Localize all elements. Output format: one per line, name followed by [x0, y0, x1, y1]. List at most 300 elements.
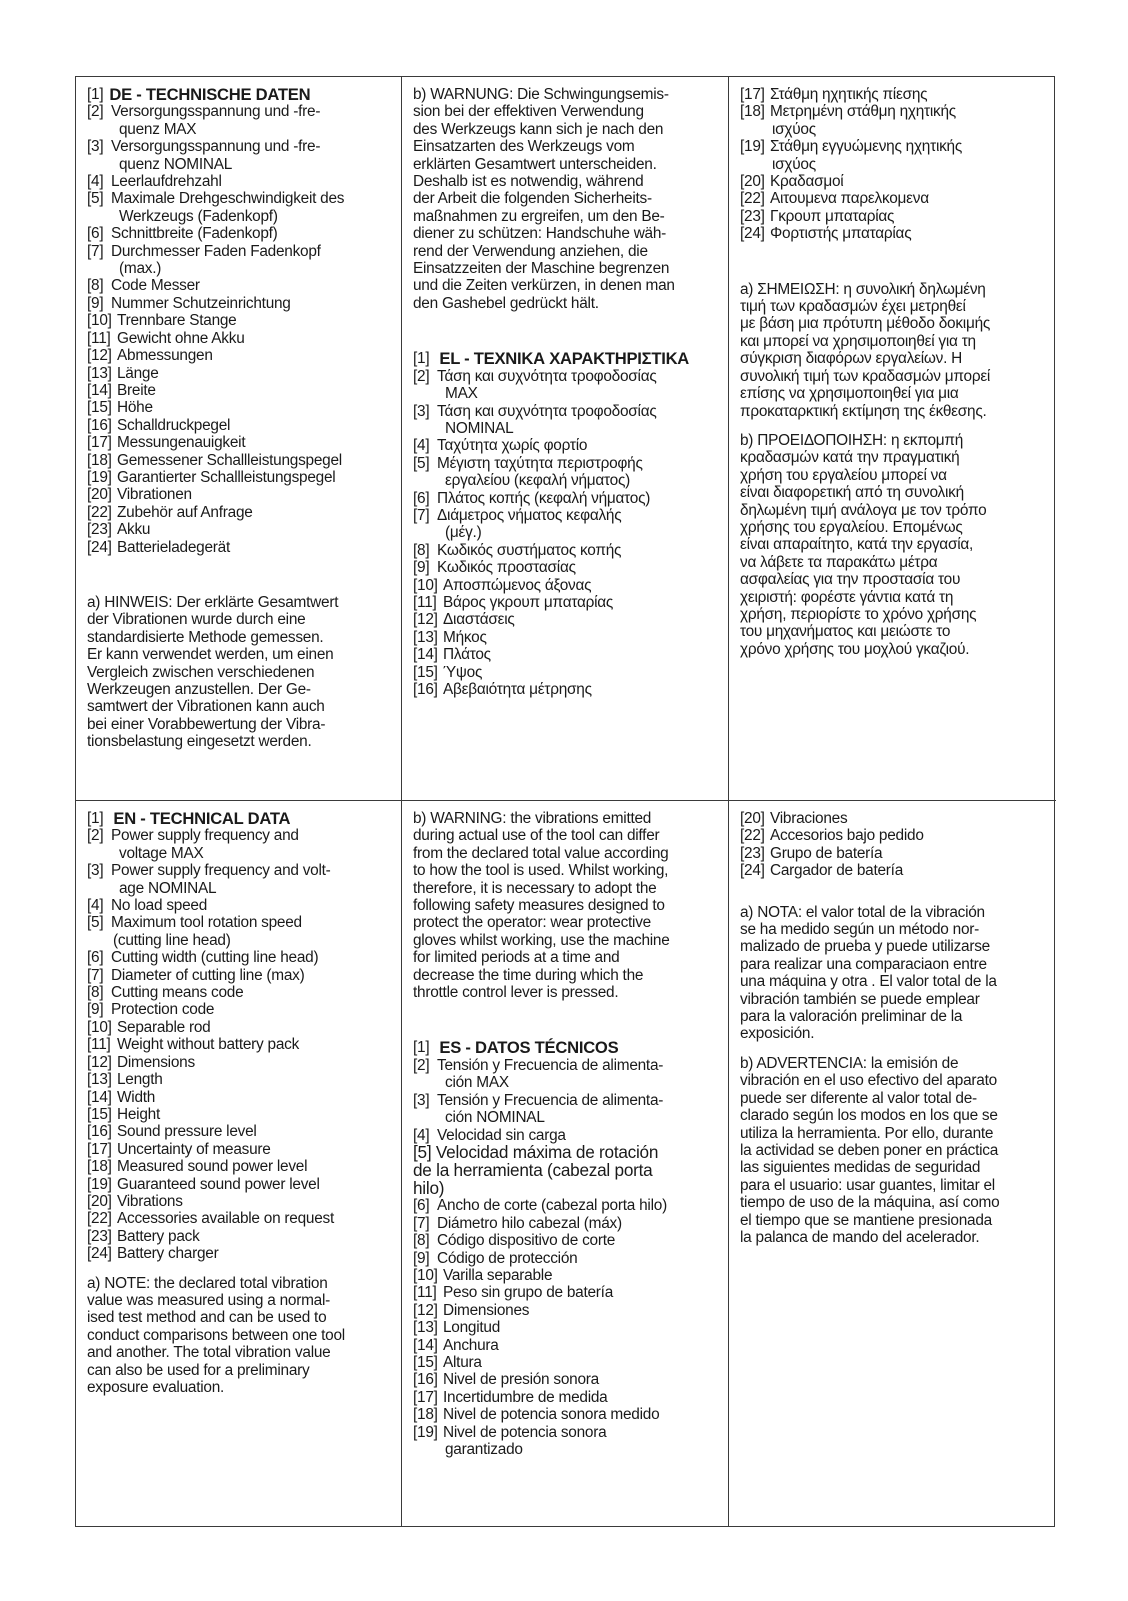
spec-number: [20] — [87, 1192, 112, 1210]
spec-label: Measured sound power level — [117, 1158, 308, 1176]
spec-item — [413, 1197, 718, 1214]
note-b-de — [413, 86, 718, 312]
paragraph-line: δηλωμένη τιμή ανάλογα με τον τρόπο — [740, 501, 987, 519]
spec-number: [14] — [87, 1088, 112, 1106]
paragraph-line: la actividad se deben poner en práctica — [740, 1141, 999, 1159]
spec-item — [413, 1057, 718, 1074]
note-b-es — [740, 1055, 1046, 1246]
paragraph-line: clarado según los modos en los que se — [740, 1107, 998, 1125]
paragraph-line: to how the tool is used. Whilst working, — [413, 862, 669, 880]
spec-item — [87, 434, 391, 451]
spec-label: Breite — [117, 381, 156, 399]
spec-item — [87, 382, 391, 399]
spec-item — [87, 1123, 391, 1140]
spec-label: Ταχύτητα χωρίς φορτίο — [437, 437, 588, 455]
spec-label: Weight without battery pack — [117, 1036, 300, 1054]
paragraph-line: der Vibrationen wurde durch eine — [87, 611, 306, 629]
spec-number: [4] — [87, 173, 104, 191]
paragraph-line: las siguientes medidas de seguridad — [740, 1159, 981, 1177]
spec-number: [13] — [87, 1071, 112, 1089]
spec-label: Leerlaufdrehzahl — [111, 173, 222, 191]
spec-number: [7] — [413, 1214, 430, 1232]
spec-number: [22] — [740, 827, 765, 845]
spec-number: [8] — [87, 277, 104, 295]
paragraph-line: b) WARNUNG: Die Schwingungsemis- — [413, 86, 669, 103]
spec-number: [24] — [87, 538, 112, 556]
spec-number: [9] — [87, 1001, 104, 1019]
spec-number: [18] — [413, 1406, 438, 1424]
spec-item — [87, 521, 391, 538]
spec-item — [87, 1019, 391, 1036]
spec-number: [18] — [87, 1158, 112, 1176]
spec-item — [413, 490, 718, 507]
spec-number: [14] — [87, 381, 112, 399]
spec-number: [5] — [413, 454, 430, 472]
spec-item — [87, 1210, 391, 1227]
spec-label: Dimensions — [117, 1053, 195, 1071]
spec-number: [22] — [87, 503, 112, 521]
spec-item — [413, 437, 718, 454]
spec-item — [87, 1228, 391, 1245]
spec-label: Battery charger — [117, 1245, 219, 1263]
spec-list-es-cont — [740, 810, 1046, 880]
spec-number: [3] — [413, 1091, 430, 1109]
paragraph-line: και μπορεί να χρησιμοποιηθεί για τη — [740, 332, 976, 350]
paragraph-line: se ha medido según un método nor- — [740, 921, 980, 939]
spec-item — [413, 611, 718, 628]
spec-label: Zubehör auf Anfrage — [117, 503, 253, 521]
paragraph-line: Deshalb ist es notwendig, während — [413, 173, 644, 191]
spec-label-continuation: voltage MAX — [119, 844, 204, 862]
spec-item — [87, 330, 391, 347]
spec-list-el-cont — [740, 86, 1046, 243]
spec-label: Tensión y Frecuencia de alimenta- — [437, 1091, 664, 1109]
spec-label: Incertidumbre de medida — [443, 1388, 608, 1406]
spec-number: [11] — [87, 1036, 111, 1054]
note-b-el — [740, 432, 1046, 658]
spec-label: Μήκος — [443, 628, 487, 646]
spec-number: [2] — [413, 367, 430, 385]
spec-item — [413, 1284, 718, 1301]
spec-item — [413, 1424, 718, 1441]
note-b-en — [413, 810, 718, 1001]
paragraph-line: tiempo de uso de la máquina, así como — [740, 1194, 1000, 1212]
spec-number: [8] — [413, 541, 430, 559]
spec-item — [87, 1089, 391, 1106]
spec-number: [17] — [413, 1388, 438, 1406]
heading-text: EL - ΤΕΧΝΙΚΑ ΧΑΡΑΚΤΗΡΙΣΤΙΚΑ — [439, 349, 690, 369]
spec-item — [413, 577, 718, 594]
spec-number: [6] — [87, 949, 104, 967]
spec-label: Dimensiones — [443, 1301, 530, 1319]
document-grid — [75, 76, 1055, 1527]
paragraph-line: can also be used for a preliminary — [87, 1361, 310, 1379]
spec-label: Maximum tool rotation speed — [111, 914, 302, 932]
spec-label-continuation: (μέγ.) — [445, 524, 482, 542]
spec-label: Sound pressure level — [117, 1123, 257, 1141]
paragraph-line: a) ΣΗΜΕΙΩΣΗ: η συνολική δηλωμένη — [740, 280, 986, 298]
spec-item — [87, 225, 391, 242]
spec-item — [87, 138, 391, 155]
spec-item — [87, 417, 391, 434]
spec-label: Separable rod — [117, 1018, 211, 1036]
spec-item — [87, 984, 391, 1001]
spec-list-es — [413, 1057, 718, 1144]
spec-item — [87, 469, 391, 486]
spec-number: [8] — [413, 1232, 430, 1250]
spec-number: [10] — [413, 1266, 438, 1284]
spec-item — [740, 225, 1046, 242]
paragraph-line: a) NOTA: el valor total de la vibración — [740, 903, 985, 921]
spec-label: Πλάτος — [443, 646, 491, 664]
spec-item — [413, 1302, 718, 1319]
spec-label: Vibrations — [117, 1192, 183, 1210]
spec-number: [13] — [413, 628, 438, 646]
spec-item — [413, 403, 718, 420]
spec-list-en — [87, 827, 391, 1262]
spec-item — [740, 86, 1046, 103]
spec-number: [9] — [413, 559, 430, 577]
cell-de-warning-el-specs — [402, 77, 729, 801]
paragraph-line: conduct comparisons between one tool — [87, 1326, 345, 1344]
spec-item — [413, 664, 718, 681]
spec-label: Trennbare Stange — [117, 312, 237, 330]
paragraph-line: therefore, it is necessary to adopt the — [413, 879, 657, 897]
spec-number: [19] — [87, 1175, 112, 1193]
paragraph-line: erklärten Gesamtwert unterscheiden. — [413, 155, 657, 173]
spec-label-continuation: (cutting line head) — [113, 931, 231, 949]
paragraph-line: με βάση μια πρότυπη μέθοδο δοκιμής — [740, 315, 991, 333]
spec-item — [87, 967, 391, 984]
paragraph-line: puede ser diferente al valor total de- — [740, 1089, 977, 1107]
heading-number: [1] — [413, 350, 430, 368]
spec-item — [87, 914, 391, 931]
paragraph-line: maßnahmen zu ergreifen, um den Be- — [413, 207, 665, 225]
spec-label: Schnittbreite (Fadenkopf) — [111, 225, 278, 243]
spec-number: [16] — [87, 416, 112, 434]
spec-number: [15] — [87, 399, 112, 417]
paragraph-line: vibración también se puede emplear — [740, 990, 980, 1008]
spec-label: Στάθμη εγγυώμενης ηχητικής — [770, 138, 963, 156]
spec-label: Φορτιστής μπαταρίας — [770, 225, 912, 243]
spec-label-continuation: ισχύος — [772, 155, 816, 173]
spec-item — [87, 862, 391, 879]
spec-number: [15] — [413, 663, 438, 681]
spec-label: Durchmesser Faden Fadenkopf — [111, 242, 321, 260]
cell-de-specs — [76, 77, 402, 801]
spec-item — [413, 1354, 718, 1371]
spec-number: [5] — [87, 190, 104, 208]
paragraph-line: [5] Velocidad máxima de rotación — [413, 1141, 659, 1162]
spec-item — [87, 452, 391, 469]
spec-label: No load speed — [111, 897, 208, 915]
spec-item — [87, 1106, 391, 1123]
paragraph-line: Er kann verwendet werden, um einen — [87, 646, 334, 664]
paragraph-line: for limited periods at a time and — [413, 949, 620, 967]
spec-label: Cutting width (cutting line head) — [111, 949, 319, 967]
spec-number: [22] — [87, 1210, 112, 1228]
spec-number: [23] — [87, 521, 112, 539]
paragraph-line: ασφαλείας για την προστασία του — [740, 571, 961, 589]
spec-label: Πλάτος κοπής (κεφαλή νήματος) — [437, 489, 651, 507]
spec-item — [87, 1193, 391, 1210]
spec-number: [24] — [740, 225, 765, 243]
spec-label: Nummer Schutzeinrichtung — [111, 294, 291, 312]
spec-label: Gemessener Schallleistungspegel — [117, 451, 342, 469]
spec-number: [4] — [413, 437, 430, 455]
heading-text: DE - TECHNISCHE DATEN — [109, 85, 311, 104]
section-heading-es — [413, 1039, 718, 1056]
note-a-el — [740, 281, 1046, 420]
spec-label: Diameter of cutting line (max) — [111, 966, 305, 984]
spec-label: Διάμετρος νήματος κεφαλής — [437, 506, 622, 524]
spec-number: [18] — [87, 451, 112, 469]
paragraph-line: des Werkzeugs kann sich je nach den — [413, 120, 664, 138]
spec-label: Messungenauigkeit — [117, 434, 246, 452]
spec-item — [740, 208, 1046, 225]
spec-label: Garantierter Schallleistungspegel — [117, 468, 336, 486]
paragraph-line: a) HINWEIS: Der erklärte Gesamtwert — [87, 593, 339, 611]
spec-number: [8] — [87, 984, 104, 1002]
paragraph-line: la palanca de mando del acelerador. — [740, 1228, 980, 1246]
spec-number: [10] — [87, 1018, 112, 1036]
spec-number: [17] — [87, 434, 112, 452]
paragraph-line: utiliza la herramienta. Por ello, durante — [740, 1124, 994, 1142]
spec-item — [413, 646, 718, 663]
paragraph-line: Einsatzarten des Werkzeugs vom — [413, 138, 635, 156]
spec-number: [9] — [87, 294, 104, 312]
spec-item — [87, 539, 391, 556]
spec-label-continuation: quenz MAX — [119, 120, 197, 138]
spec-item — [413, 1267, 718, 1284]
spec-number: [5] — [87, 914, 104, 932]
spec-item — [87, 504, 391, 521]
spec-label: Varilla separable — [443, 1266, 553, 1284]
spec-number: [11] — [413, 1284, 437, 1302]
spec-number: [13] — [87, 364, 112, 382]
spec-item — [87, 486, 391, 503]
spec-number: [24] — [740, 862, 765, 880]
paragraph-line: σύγκριση διαφόρων εργαλείων. Η — [740, 350, 963, 368]
heading-number: [1] — [87, 86, 104, 103]
spec-item — [740, 862, 1046, 879]
spec-item — [87, 103, 391, 120]
spec-label: Cutting means code — [111, 984, 244, 1002]
paragraph-line: προκαταρκτική εκτίμηση της έκθεσης. — [740, 402, 987, 420]
spec-label: Στάθμη ηχητικής πίεσης — [770, 86, 928, 103]
spec-number: [6] — [413, 489, 430, 507]
paragraph-line: diener zu schützen: Handschuhe wäh- — [413, 225, 667, 243]
spec-label-continuation: garantizado — [445, 1440, 523, 1458]
spec-number: [6] — [413, 1197, 430, 1215]
spec-item — [87, 347, 391, 364]
paragraph-line: sion bei der effektiven Verwendung — [413, 103, 644, 121]
spec-label: Velocidad sin carga — [437, 1126, 566, 1144]
spec-number: [23] — [740, 844, 765, 862]
spec-label: Accessories available on request — [117, 1210, 334, 1228]
spec-label: Κωδικός προστασίας — [437, 559, 576, 577]
spec-number: [7] — [87, 966, 104, 984]
section-heading-de — [87, 86, 391, 103]
paragraph-line: protect the operator: wear protective — [413, 914, 651, 932]
paragraph-line: του μηχανήματος και μειώστε το — [740, 623, 951, 641]
paragraph-line: κραδασμών κατά την πραγματική — [740, 449, 960, 467]
spec-number: [11] — [413, 593, 437, 611]
spec-number: [13] — [413, 1319, 438, 1337]
spec-label: Length — [117, 1071, 163, 1089]
spec-list-el — [413, 368, 718, 699]
spec-item — [413, 629, 718, 646]
spec-label: Cargador de batería — [770, 862, 903, 880]
spec-number: [12] — [413, 611, 438, 629]
spec-number: [7] — [413, 506, 430, 524]
spec-number: [3] — [87, 862, 104, 880]
spec-number: [24] — [87, 1245, 112, 1263]
spec-label: Accesorios bajo pedido — [770, 827, 924, 845]
spec-number: [3] — [413, 402, 430, 420]
spec-label: Μετρημένη στάθμη ηχητικής — [770, 103, 956, 121]
spec-item — [740, 845, 1046, 862]
spec-label-continuation: ción NOMINAL — [445, 1109, 545, 1127]
spec-label-continuation: NOMINAL — [445, 419, 514, 437]
cell-es-specs-notes — [729, 801, 1056, 1526]
spec-label: Αποσπώμενος άξονας — [443, 576, 592, 594]
spec-item — [740, 190, 1046, 207]
paragraph-line: a) NOTE: the declared total vibration — [87, 1274, 328, 1292]
spec-label-continuation: MAX — [445, 385, 478, 403]
paragraph-line: χρήση του εργαλείου μπορεί να — [740, 466, 947, 484]
spec-label: Nivel de presión sonora — [443, 1371, 599, 1389]
spec-item — [740, 827, 1046, 844]
paragraph-line: Einsatzzeiten der Maschine begrenzen — [413, 260, 670, 278]
paragraph-line: gloves whilst working, use the machine — [413, 931, 670, 949]
spec-item — [87, 949, 391, 966]
spec-item — [413, 542, 718, 559]
paragraph-line: standardisierte Methode gemessen. — [87, 628, 324, 646]
spec-label: Altura — [443, 1353, 482, 1371]
spec-label: Akku — [117, 521, 151, 539]
spec-item — [87, 190, 391, 207]
paragraph-line: der Arbeit die folgenden Sicherheits- — [413, 190, 652, 208]
cell-el-specs-notes — [729, 77, 1056, 801]
spec-item — [87, 1054, 391, 1071]
spec-item — [87, 365, 391, 382]
note-a-en — [87, 1275, 391, 1397]
spec-label-continuation: ισχύος — [772, 120, 816, 138]
spec-label: Höhe — [117, 399, 153, 417]
paragraph-line: exposure evaluation. — [87, 1379, 225, 1396]
spec-number: [15] — [87, 1105, 112, 1123]
spec-item — [413, 1389, 718, 1406]
paragraph-line: una máquina y otra . El valor total de la — [740, 973, 997, 991]
spec-number: [11] — [87, 329, 111, 347]
spec-item — [87, 1071, 391, 1088]
spec-item — [87, 1036, 391, 1053]
spec-label: Power supply frequency and volt- — [111, 862, 331, 880]
spec-label: Nivel de potencia sonora — [443, 1423, 607, 1441]
note-a-de — [87, 594, 391, 751]
paragraph-line: επίσης να χρησιμοποιηθεί για μια — [740, 385, 959, 403]
paragraph-line: ised test method and can be used to — [87, 1309, 327, 1327]
section-heading-en — [87, 810, 391, 827]
spec-label: Guaranteed sound power level — [117, 1175, 320, 1193]
spec-item — [413, 1250, 718, 1267]
spec-label: Versorgungsspannung und -fre- — [111, 103, 321, 121]
spec-item — [413, 1337, 718, 1354]
spec-number: [7] — [87, 242, 104, 260]
paragraph-line: συνολική τιμή των κραδασμών μπορεί — [740, 367, 991, 385]
spec-label: Ύψος — [443, 663, 483, 681]
spec-item — [87, 1158, 391, 1175]
paragraph-line: decrease the time during which the — [413, 966, 644, 984]
spec-item-5-es — [413, 1141, 718, 1198]
paragraph-line: b) ADVERTENCIA: la emisión de — [740, 1054, 959, 1072]
spec-label: Battery pack — [117, 1227, 200, 1245]
heading-text: EN - TECHNICAL DATA — [113, 809, 291, 828]
paragraph-line: para realizar una comparaciaon entre — [740, 955, 987, 973]
spec-label: Αιτουμενα παρελκομενα — [770, 190, 929, 208]
spec-label: Διαστάσεις — [443, 611, 515, 629]
paragraph-line: samtwert der Vibrationen kann auch — [87, 698, 325, 716]
spec-item — [87, 277, 391, 294]
heading-number: [1] — [413, 1039, 430, 1057]
paragraph-line: b) WARNING: the vibrations emitted — [413, 810, 652, 827]
spec-item — [413, 681, 718, 698]
spec-item — [413, 594, 718, 611]
spec-number: [19] — [740, 138, 765, 156]
spec-item — [413, 368, 718, 385]
spec-label: Uncertainty of measure — [117, 1140, 271, 1158]
paragraph-line: and another. The total vibration value — [87, 1344, 331, 1362]
spec-label: Abmessungen — [117, 347, 213, 365]
paragraph-line: χρήσης του εργαλείου. Επομένως — [740, 518, 963, 536]
heading-number: [1] — [87, 810, 104, 827]
spec-label: Width — [117, 1088, 156, 1106]
section-heading-el — [413, 350, 718, 367]
spec-item — [87, 827, 391, 844]
spec-number: [2] — [413, 1056, 430, 1074]
spec-label: Τάση και συχνότητα τροφοδοσίας — [437, 367, 657, 385]
spec-item — [87, 173, 391, 190]
paragraph-line: bei einer Vorabbewertung der Vibra- — [87, 715, 326, 733]
spec-number: [17] — [740, 86, 765, 103]
spec-label: Nivel de potencia sonora medido — [443, 1406, 660, 1424]
spec-item — [413, 1319, 718, 1336]
spec-number: [9] — [413, 1249, 430, 1267]
spec-number: [16] — [413, 1371, 438, 1389]
spec-label: Versorgungsspannung und -fre- — [111, 138, 321, 156]
spec-item — [413, 455, 718, 472]
spec-label: Code Messer — [111, 277, 200, 295]
spec-label: Código dispositivo de corte — [437, 1232, 616, 1250]
spec-item — [413, 1215, 718, 1232]
spec-item — [413, 1232, 718, 1249]
spec-number: [10] — [413, 576, 438, 594]
paragraph-line: χρόνο χρήσης του μοχλού γκαζιού. — [740, 640, 970, 658]
paragraph-line: Vergleich zwischen verschiedenen — [87, 663, 315, 681]
paragraph-line: malizado de prueba y puede utilizarse — [740, 938, 990, 956]
spec-label: Κωδικός συστήματος κοπής — [437, 541, 622, 559]
spec-label-continuation: quenz NOMINAL — [119, 155, 233, 173]
spec-item — [413, 507, 718, 524]
spec-label: Batterieladegerät — [117, 538, 230, 556]
paragraph-line: τιμή των κραδασμών έχει μετρηθεί — [740, 298, 966, 316]
paragraph-line: from the declared total value according — [413, 844, 669, 862]
spec-number: [10] — [87, 312, 112, 330]
spec-number: [15] — [413, 1353, 438, 1371]
spec-number: [16] — [87, 1123, 112, 1141]
spec-item — [87, 399, 391, 416]
